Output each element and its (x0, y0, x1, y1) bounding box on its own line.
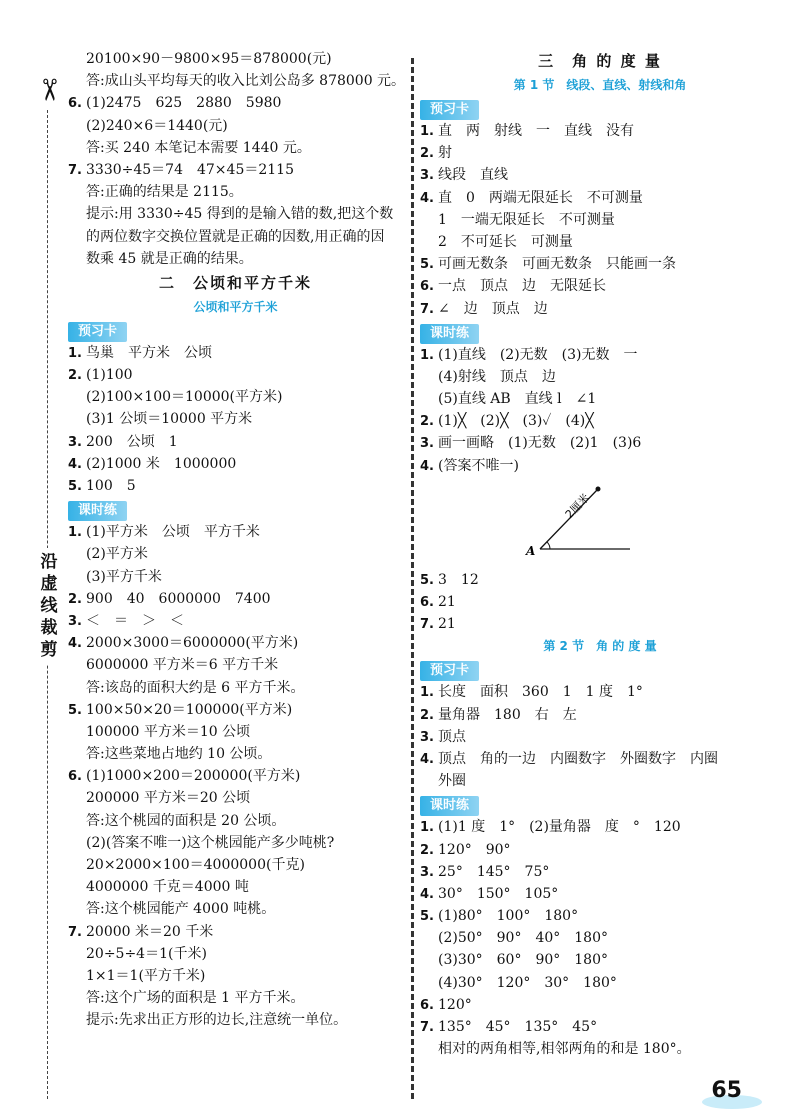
answer-text: 21 (438, 594, 456, 610)
answer-line (68, 203, 403, 225)
answer-line (420, 861, 780, 883)
answer-text: 顶点 角的一边 内圈数字 外圈数字 内圈 (438, 750, 718, 767)
answer-text: 20000 米＝20 千米 (86, 923, 214, 940)
question-number: 1. (420, 124, 434, 139)
answer-line (68, 965, 403, 987)
answer-line (68, 677, 403, 699)
answer-text: 的两位数字交换位置就是正确的因数,用正确的因 (86, 228, 385, 245)
answer-line (420, 275, 780, 297)
answer-line (420, 972, 780, 994)
answer-line (68, 386, 403, 408)
answer-text: 鸟巢 平方米 公顷 (86, 344, 212, 361)
answer-text: (3)平方千米 (86, 568, 162, 585)
answer-line (420, 455, 780, 477)
question-number: 2. (68, 368, 82, 384)
answer-text: 100000 平方米＝10 公顷 (86, 723, 251, 740)
answer-text: 1×1＝1(平方千米) (86, 967, 206, 984)
answer-line (68, 48, 403, 70)
answer-text: (2)1000 米 1000000 (86, 455, 237, 472)
answer-text: 外圈 (438, 773, 466, 790)
answer-text: (3)30° 60° 90° 180° (438, 952, 608, 969)
answer-line (68, 226, 403, 248)
answer-text: 量角器 180 右 左 (438, 706, 577, 723)
right-preview1-answers (420, 120, 780, 320)
question-number: 2. (420, 414, 434, 430)
question-number: 1. (68, 525, 82, 541)
answer-line (420, 883, 780, 905)
answer-text: 答:成山头平均每天的收入比刘公岛多 878000 元。 (86, 73, 406, 90)
question-number: 4. (420, 458, 434, 474)
angle-svg (510, 477, 740, 569)
question-number: 3. (420, 436, 434, 452)
answer-line (68, 115, 403, 137)
answer-text: 1 一端无限延长 不可测量 (438, 211, 615, 228)
answer-line (68, 743, 403, 765)
angle-arc (547, 542, 550, 549)
column-divider (411, 58, 414, 1099)
answer-line (68, 521, 403, 543)
chapter-title-2: 二 公顷和平方千米 (158, 273, 312, 292)
question-number: 7. (420, 301, 434, 317)
answer-line (68, 943, 403, 965)
answer-text: (4)30° 120° 30° 180° (438, 974, 617, 991)
answer-text: (3)1 公顷＝10000 平方米 (86, 411, 253, 428)
answer-text: 30° 150° 105° (438, 885, 559, 902)
left-practice-answers (68, 521, 403, 1031)
question-number: 2. (68, 591, 82, 607)
question-number: 7. (420, 1020, 434, 1035)
answer-text: 一点 顶点 边 无限延长 (438, 278, 606, 295)
question-number: 4. (420, 886, 434, 902)
question-number: 6. (420, 997, 434, 1013)
question-number: 1. (68, 345, 82, 361)
question-number: 4. (420, 190, 434, 206)
answer-line (420, 344, 780, 366)
question-number: 6. (68, 96, 82, 112)
answer-line (68, 543, 403, 565)
answer-text: (2)平方米 (86, 546, 148, 563)
tag-preview-card-1: 预习卡 (420, 100, 479, 120)
scissors-icon: ✂ (30, 72, 66, 108)
answer-text: 25° 145° 75° (438, 863, 550, 880)
tag-practice-1: 课时练 (420, 324, 479, 344)
answer-line (420, 569, 780, 591)
answer-text: 4000000 千克＝4000 吨 (86, 879, 249, 896)
answer-text: ＜ ＝ ＞ ＜ (86, 612, 184, 629)
question-number: 3. (68, 434, 82, 450)
answer-text: (1)100 (86, 367, 133, 384)
answer-line (420, 839, 780, 861)
answer-text: 200000 平方米＝20 公顷 (86, 790, 251, 807)
question-number: 4. (68, 456, 82, 472)
answer-text: 2 不可延长 可测量 (438, 233, 573, 250)
answer-text: 120° 90° (438, 841, 511, 858)
question-number: 3. (420, 864, 434, 880)
answer-line (68, 765, 403, 787)
length-label: 2厘米 (562, 491, 593, 521)
answer-text: (2)100×100＝10000(平方米) (86, 389, 283, 406)
question-number: 7. (68, 924, 82, 940)
right-practice1-answers (420, 344, 780, 477)
answer-line (68, 342, 403, 364)
answer-text: 100 5 (86, 478, 136, 494)
answer-line (68, 588, 403, 610)
tag-preview-card: 预习卡 (68, 322, 127, 342)
answer-text: 2000×3000＝6000000(平方米) (86, 635, 299, 652)
question-number: 7. (420, 617, 434, 633)
answer-line (68, 632, 403, 654)
answer-line (420, 613, 780, 635)
question-number: 3. (420, 168, 434, 184)
answer-line (420, 1038, 780, 1060)
question-number: 6. (420, 279, 434, 295)
answer-text: 顶点 (438, 728, 466, 745)
question-number: 5. (420, 572, 434, 588)
answer-line (68, 159, 403, 181)
answer-line (68, 654, 403, 676)
answer-text: (2)50° 90° 40° 180° (438, 930, 608, 947)
answer-text: (5)直线 AB 直线 l ∠1 (438, 391, 597, 408)
answer-line (68, 181, 403, 203)
question-number: 5. (68, 702, 82, 718)
answer-text: 画一画略 (1)无数 (2)1 (3)6 (438, 435, 642, 452)
answer-line (420, 726, 780, 748)
question-number: 2. (420, 146, 434, 162)
answer-line (420, 770, 780, 792)
question-number: 1. (420, 685, 434, 701)
answer-line (68, 610, 403, 632)
answer-line (420, 1016, 780, 1038)
answer-text: (1)80° 100° 180° (438, 908, 579, 925)
answer-line (420, 591, 780, 613)
question-number: 2. (420, 842, 434, 858)
question-number: 6. (68, 769, 82, 785)
answer-text: 射 (438, 145, 452, 162)
answer-line (68, 921, 403, 943)
question-number: 1. (420, 820, 434, 836)
answer-line (420, 164, 780, 186)
answer-line (420, 209, 780, 231)
answer-line (68, 832, 403, 854)
question-number: 2. (420, 707, 434, 723)
answer-text: 6000000 平方米＝6 平方千米 (86, 657, 279, 674)
answer-text: 答:这些菜地占地约 10 公顷。 (86, 746, 272, 763)
ray-end-point (596, 486, 601, 491)
answer-text: (4)射线 顶点 边 (438, 368, 556, 385)
right-column (420, 48, 780, 1060)
answer-line (68, 408, 403, 430)
left-column (68, 48, 406, 1032)
answer-text: (1)平方米 公顷 平方千米 (86, 524, 260, 541)
chapter-title-3: 三 角 的 度 量 (538, 52, 662, 70)
answer-text: (2)(答案不唯一)这个桃园能产多少吨桃? (86, 834, 335, 851)
question-number: 5. (68, 479, 82, 494)
answer-text: 100×50×20＝100000(平方米) (86, 701, 293, 718)
answer-text: 答:这个桃园的面积是 20 公顷。 (86, 812, 286, 829)
answer-text: 答:该岛的面积大约是 6 平方千米。 (86, 679, 305, 696)
answer-line (420, 704, 780, 726)
answer-text: 21 (438, 616, 456, 633)
right-preview2-answers (420, 681, 780, 792)
left-top-answers (68, 48, 406, 270)
answer-line (68, 721, 403, 743)
answer-text: 135° 45° 135° 45° (438, 1019, 598, 1035)
answer-line (420, 142, 780, 164)
answer-text: 20×2000×100＝4000000(千克) (86, 857, 305, 873)
section-title-hectare: 公顷和平方千米 (193, 299, 278, 314)
answer-line (420, 410, 780, 432)
page-number: 65 (711, 1078, 742, 1103)
answer-line (68, 898, 403, 920)
answer-text: 答:这个广场的面积是 1 平方千米。 (86, 990, 305, 1007)
question-number: 5. (420, 257, 434, 273)
answer-line (68, 92, 403, 114)
answer-text: 提示:用 3330÷45 得到的是输入错的数,把这个数 (86, 206, 394, 223)
answer-text: (1)2475 625 2880 5980 (86, 95, 282, 112)
answer-line (68, 364, 403, 386)
answer-text: 3330÷45＝74 47×45＝2115 (86, 161, 294, 178)
answer-text: 数乘 45 就是正确的结果。 (86, 250, 253, 267)
answer-line (68, 1009, 403, 1031)
answer-line (420, 187, 780, 209)
answer-text: 直 0 两端无限延长 不可测量 (438, 189, 643, 206)
answer-text: 900 40 6000000 7400 (86, 590, 271, 607)
answer-line (68, 810, 403, 832)
answer-line (68, 854, 403, 876)
question-number: 4. (420, 751, 434, 767)
vertex-label: A (526, 543, 536, 558)
answer-text: (1)╳ (2)╳ (3)✓ (4)╳ (438, 413, 594, 430)
answer-line (420, 681, 780, 703)
answer-text: (答案不唯一) (438, 457, 519, 474)
answer-text: ∠ 边 顶点 边 (438, 300, 548, 317)
answer-line (68, 876, 403, 898)
question-number: 4. (68, 636, 82, 652)
answer-text: 3 12 (438, 571, 479, 588)
answer-text: 120° (438, 996, 472, 1013)
question-number: 3. (68, 613, 82, 629)
angle-diagram (420, 477, 780, 569)
question-number: 5. (420, 909, 434, 925)
answer-line (420, 253, 780, 275)
answer-line (420, 816, 780, 838)
section2-title: 第 2 节 角 的 度 量 (543, 639, 657, 654)
answer-line (68, 431, 403, 453)
answer-text: (1)1 度 1° (2)量角器 度 ° 120 (438, 819, 681, 836)
answer-line (420, 927, 780, 949)
answer-line (68, 70, 406, 92)
answer-text: 长度 面积 360 1 1 度 1° (438, 684, 643, 701)
answer-line (420, 905, 780, 927)
answer-line (68, 248, 403, 270)
answer-line (420, 748, 780, 770)
answer-line (420, 388, 780, 410)
answer-line (68, 787, 403, 809)
answer-text: (1)直线 (2)无数 (3)无数 一 (438, 346, 638, 363)
answer-text: 答:正确的结果是 2115。 (86, 184, 243, 201)
answer-text: 线段 直线 (438, 167, 508, 184)
answer-line (420, 994, 780, 1016)
question-number: 7. (68, 162, 82, 178)
right-practice1-after (420, 569, 780, 636)
answer-line (68, 987, 403, 1009)
answer-line (420, 231, 780, 253)
answer-text: (1)1000×200＝200000(平方米) (86, 768, 301, 785)
tag-preview-card-2: 预习卡 (420, 661, 479, 681)
question-number: 1. (420, 347, 434, 363)
answer-text: 20÷5÷4＝1(千米) (86, 945, 207, 962)
answer-text: (2)240×6＝1440(元) (86, 117, 228, 134)
answer-text: 答:这个桃园能产 4000 吨桃。 (86, 901, 276, 918)
tag-practice: 课时练 (68, 501, 127, 521)
answer-line (68, 137, 403, 159)
answer-line (420, 120, 780, 142)
answer-line (420, 949, 780, 971)
answer-text: 可画无数条 可画无数条 只能画一条 (438, 256, 676, 273)
tag-practice-2: 课时练 (420, 796, 479, 816)
question-number: 3. (420, 729, 434, 745)
right-practice2-answers (420, 816, 780, 1060)
answer-line (420, 432, 780, 454)
answer-text: 直 两 射线 一 直线 没有 (438, 123, 634, 139)
left-preview-answers (68, 342, 403, 497)
answer-text: 20100×90－9800×95＝878000(元) (86, 51, 332, 67)
question-number: 6. (420, 595, 434, 610)
answer-line (68, 453, 403, 475)
answer-line (68, 699, 403, 721)
answer-line (420, 298, 780, 320)
answer-line (68, 475, 403, 497)
answer-text: 提示:先求出正方形的边长,注意统一单位。 (86, 1012, 348, 1029)
answer-text: 答:买 240 本笔记本需要 1440 元。 (86, 139, 311, 156)
cut-label: 沿虚线裁剪 (38, 548, 60, 664)
answer-text: 相对的两角相等,相邻两角的和是 180°。 (438, 1041, 691, 1058)
answer-text: 200 公顷 1 (86, 433, 178, 450)
section1-title: 第 1 节 线段、直线、射线和角 (513, 78, 687, 92)
answer-line (68, 566, 403, 588)
answer-line (420, 366, 780, 388)
